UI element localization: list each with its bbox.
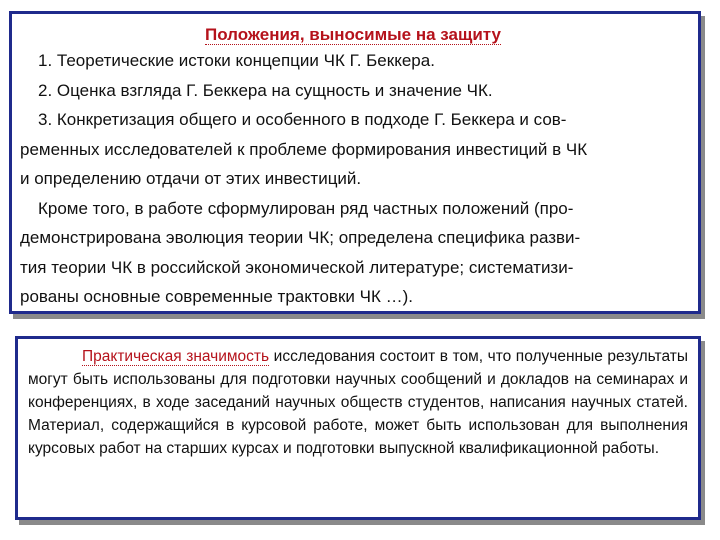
point-3-line-3: и определению отдачи от этих инвестиций. <box>20 169 362 188</box>
point-2: 2. Оценка взгляда Г. Беккера на сущность и значение ЧК. <box>38 80 493 100</box>
point-3-line-1: 3. Конкретизация общего и особенного в подходе Г. Беккера и сов- <box>38 110 567 129</box>
extra-line-4: рованы основные современные трактовки ЧК …). <box>20 287 413 306</box>
extra-line-1: Кроме того, в работе сформулирован ряд частных положений (про- <box>38 198 574 218</box>
practical-significance-text: исследования состоит в том, что полученные результаты могут быть использованы для подготовки научных сообщений и докладов на семинарах и конференциях, в ходе заседаний научных обществ студентов, написания научных статей. Материал, содержащийся в курсовой работе, может быть использован для выполнения курсовых работ на старших курсах и подготовки выпускной квалификационной работы. <box>28 348 688 457</box>
practical-significance-paragraph <box>28 345 688 460</box>
practical-significance-box <box>15 336 701 520</box>
point-1: 1. Теоретические истоки концепции ЧК Г. Беккера. <box>38 51 435 70</box>
extra-line-3: тия теории ЧК в российской экономической литературе; систематизи- <box>20 257 574 277</box>
practical-significance-term: Практическая значимость <box>82 348 270 365</box>
defense-points-heading: Положения, выносимые на защиту <box>205 25 501 44</box>
point-3-line-2: ременных исследователей к проблеме формирования инвестиций в ЧК <box>20 139 588 159</box>
extra-line-2: демонстрирована эволюция теории ЧК; определена специфика разви- <box>20 228 581 247</box>
defense-points-box <box>9 11 701 314</box>
